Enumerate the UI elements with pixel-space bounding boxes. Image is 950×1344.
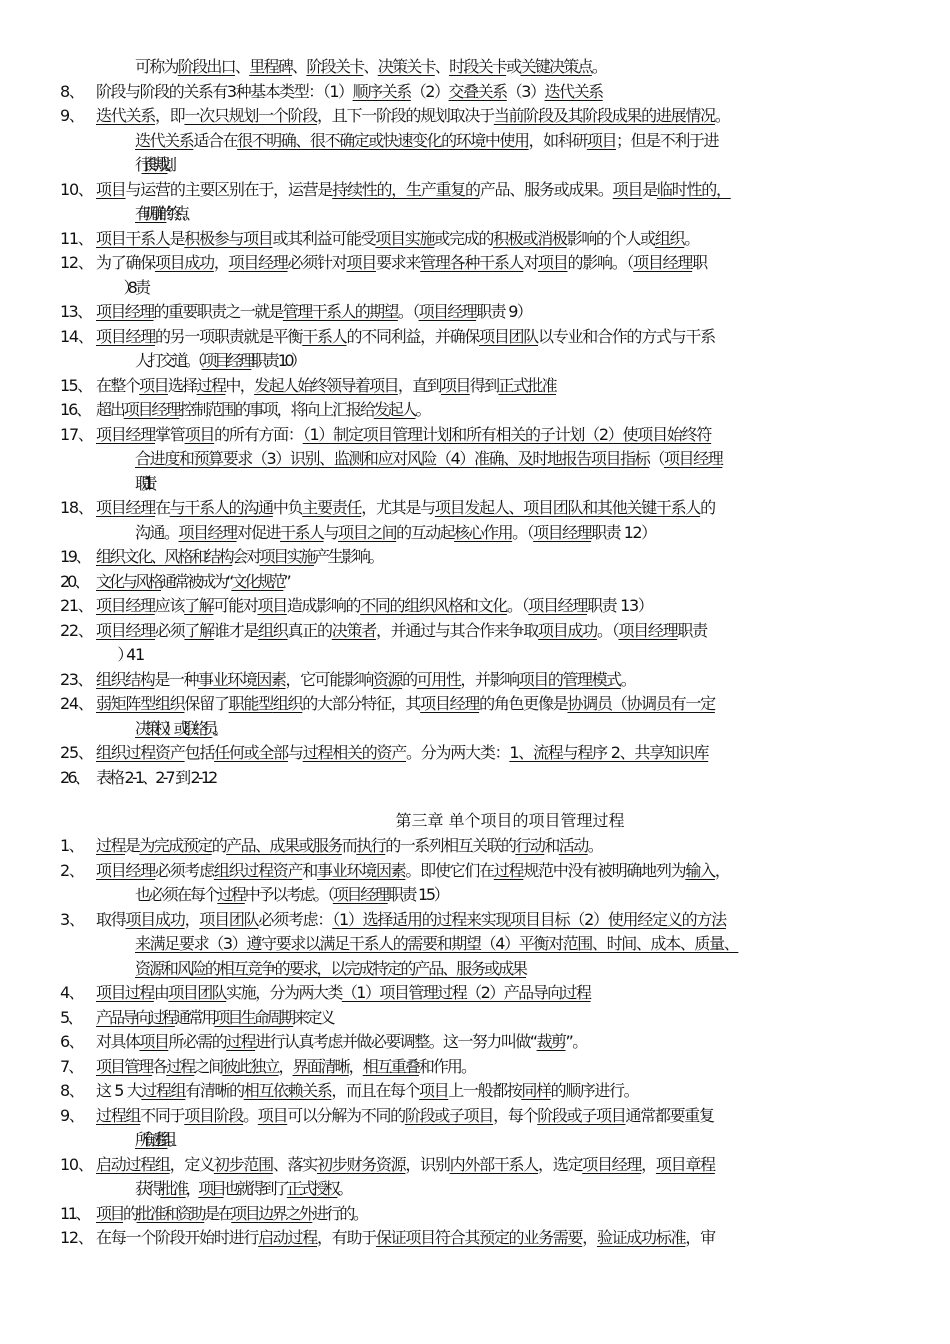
text-line bbox=[0, 202, 950, 227]
item-text: 合进度和预算要求（3）识别、监测和应对风险（4）准确、及时地报告项目指标（项目经理 bbox=[135, 449, 723, 468]
list-item bbox=[0, 104, 950, 178]
item-text: 人打交道。（项目经理职责 10） bbox=[135, 351, 304, 370]
text-line bbox=[0, 251, 950, 276]
text-line bbox=[0, 472, 950, 497]
text-line bbox=[0, 1055, 950, 1080]
item-text: 弱矩阵型组织保留了职能型组织的大部分特征，其项目经理的角色更像是协调员（协调员有一定 bbox=[96, 694, 715, 713]
list-item bbox=[0, 668, 950, 693]
text-line bbox=[0, 129, 950, 154]
item-text: 迭代关系，即一次只规划一个阶段，且下一阶段的规划取决于当前阶段及其阶段成果的进展情况。 bbox=[96, 106, 730, 125]
list-item bbox=[0, 834, 950, 859]
item-number: 23、 bbox=[60, 669, 93, 689]
item-text: 沟通。项目经理对促进干系人与项目之间的互动起核心作用。（项目经理职责 12） bbox=[135, 522, 656, 542]
item-number: 11、 bbox=[60, 228, 93, 248]
item-text: 决策权）或联络员。 bbox=[135, 718, 223, 738]
list-item bbox=[0, 80, 950, 105]
list-item bbox=[0, 619, 950, 668]
text-line bbox=[0, 423, 950, 448]
item-text: 项目经理必须考虑组织过程资产和事业环境因素。即使它们在过程规范中没有被明确地列为输入， bbox=[96, 860, 730, 880]
list-item bbox=[0, 545, 950, 570]
list-item bbox=[0, 766, 950, 791]
list-item bbox=[0, 1030, 950, 1055]
item-number: 17、 bbox=[60, 424, 93, 444]
item-text: 启动过程组，定义初步范围、落实初步财务资源，识别内外部干系人，选定项目经理，项目章程 bbox=[96, 1154, 715, 1174]
item-text: 文化与风格通常被成为“文化规范” bbox=[96, 571, 289, 591]
item-text: 项目经理必须了解谁才是组织真正的决策者，并通过与其合作来争取项目成功。（项目经理职责 bbox=[96, 620, 707, 640]
text-line bbox=[0, 692, 950, 717]
list-item bbox=[0, 251, 950, 300]
text-line bbox=[0, 643, 950, 668]
item-text: 项目过程由项目团队实施，分为两大类（1）项目管理过程（2）产品导向过程 bbox=[96, 983, 591, 1002]
item-number: 9、 bbox=[60, 106, 84, 125]
item-number: 1、 bbox=[60, 836, 84, 855]
item-number: 6、 bbox=[60, 1032, 84, 1051]
item-text: 来满足要求（3）遵守要求以满足干系人的需要和期望（4）平衡对范围、时间、成本、质量、 bbox=[135, 934, 739, 953]
item-text: 职责 11） bbox=[135, 473, 152, 493]
list-item bbox=[0, 1153, 950, 1202]
item-text: 组织结构是一种事业环境因素，它可能影响资源的可用性，并影响项目的管理模式。 bbox=[96, 669, 636, 689]
text-line bbox=[0, 1226, 950, 1251]
list-item bbox=[0, 227, 950, 252]
item-text: 行长期规划。 bbox=[135, 155, 175, 174]
item-number: 16、 bbox=[60, 400, 91, 419]
item-text: 资源和风险的相互竞争的要求，以完成特定的产品、服务或成果 bbox=[135, 958, 527, 978]
item-text: 阶段与阶段的关系有3种基本类型：（1）顺序关系（2）交叠关系（3）迭代关系 bbox=[96, 81, 603, 101]
item-number: 10、 bbox=[60, 1154, 93, 1174]
list-item bbox=[0, 981, 950, 1006]
item-text: 过程组不同于项目阶段。项目可以分解为不同的阶段或子项目，每个阶段或子项目通常都要重复 bbox=[96, 1105, 714, 1125]
item-text: 项目干系人是积极参与项目或其利益可能受项目实施或完成的积极或消极影响的个人或组织。 bbox=[96, 228, 699, 248]
text-line bbox=[0, 834, 950, 859]
text-line bbox=[0, 1079, 950, 1104]
list-item bbox=[0, 496, 950, 545]
item-number: 10、 bbox=[60, 179, 93, 199]
text-line: 可称为阶段出口、里程碑、阶段关卡、决策关卡、时段关卡或关键决策点。 bbox=[135, 57, 607, 76]
text-line bbox=[0, 908, 950, 933]
item-number: 26、 bbox=[60, 767, 88, 787]
text-line bbox=[0, 883, 950, 908]
item-number: 18、 bbox=[60, 498, 93, 517]
item-text: 为了确保项目成功，项目经理必须针对项目要求来管理各种干系人对项目的影响。（项目经理职 bbox=[96, 253, 707, 272]
item-number: 19、 bbox=[60, 547, 90, 566]
text-line bbox=[0, 570, 950, 595]
text-line bbox=[0, 104, 950, 129]
text-line bbox=[0, 178, 950, 203]
list-item bbox=[0, 325, 950, 374]
item-text: 项目经理掌管项目的所有方面：（1）制定项目管理计划和所有相关的子计划（2）使项目始终符 bbox=[96, 424, 712, 444]
list-item bbox=[0, 908, 950, 982]
list-item bbox=[0, 1006, 950, 1031]
text-line bbox=[0, 447, 950, 472]
item-text: 迭代关系适合在很不明确、很不确定或快速变化的环境中使用，如科研项目；但是不利于进 bbox=[135, 130, 719, 150]
item-number: 12、 bbox=[60, 253, 93, 272]
text-line bbox=[0, 668, 950, 693]
item-text: 也必须在每个过程中予以考虑。（项目经理职责 15） bbox=[135, 885, 448, 904]
list-item bbox=[0, 1226, 950, 1251]
list-item bbox=[0, 1055, 950, 1080]
text-line bbox=[0, 374, 950, 399]
item-number: 4、 bbox=[60, 983, 84, 1002]
chapter3-list bbox=[0, 834, 950, 1251]
text-line bbox=[0, 1006, 950, 1031]
item-number: 7、 bbox=[60, 1056, 83, 1076]
chapter-title: 第三章 单个项目的项目管理过程 bbox=[395, 811, 625, 830]
item-number: 20、 bbox=[60, 571, 88, 591]
text-line bbox=[0, 766, 950, 791]
text-line bbox=[0, 349, 950, 374]
list-item bbox=[0, 423, 950, 497]
text-line bbox=[0, 325, 950, 350]
item-number: 15、 bbox=[60, 375, 92, 395]
item-text: 表格 2-1、2-7 到 2-12 bbox=[96, 767, 216, 787]
text-line bbox=[0, 227, 950, 252]
item-text: 在整个项目选择过程中，发起人始终领导着项目，直到项目得到正式批准 bbox=[96, 375, 556, 395]
text-line bbox=[0, 1030, 950, 1055]
item-text: 项目与运营的主要区别在于，运营是持续性的，生产重复的产品、服务或成果。项目是临时性的， bbox=[96, 179, 731, 199]
item-text: 组织过程资产包括任何或全部与过程相关的资产。分为两大类：1、流程与程序 2、共享知识库 bbox=[96, 743, 709, 762]
item-text: 项目经理在与干系人的沟通中负主要责任，尤其是与项目发起人、项目团队和其他关键干系人的 bbox=[96, 498, 715, 517]
item-text: 项目经理的重要职责之一就是管理干系人的期望。（项目经理职责 9） bbox=[96, 302, 532, 321]
item-text: 获得批准，项目也就得到了正式授权。 bbox=[135, 1179, 351, 1198]
item-text: 项目管理各过程之间彼此独立，界面清晰，相互重叠和作用。 bbox=[96, 1056, 475, 1076]
item-text: 项目经理应该了解可能对项目造成影响的不同的组织风格和文化。（项目经理职责 13） bbox=[96, 596, 653, 615]
item-number: 2、 bbox=[60, 860, 84, 880]
list-item bbox=[0, 178, 950, 227]
list-item bbox=[0, 398, 950, 423]
item-number: 25、 bbox=[60, 743, 93, 762]
text-line bbox=[0, 1104, 950, 1129]
text-line bbox=[0, 717, 950, 742]
item-number: 9、 bbox=[60, 1105, 84, 1125]
item-number: 21、 bbox=[60, 596, 93, 615]
list-item bbox=[0, 859, 950, 908]
list-item bbox=[0, 300, 950, 325]
item-text: 这 5 大过程组有清晰的相互依赖关系，而且在每个项目上一般都按同样的顺序进行。 bbox=[96, 1081, 639, 1100]
text-line bbox=[0, 619, 950, 644]
item-text: 所有过程组。 bbox=[135, 1130, 175, 1149]
item-number: 24、 bbox=[60, 694, 93, 713]
text-line bbox=[0, 153, 950, 178]
list-item bbox=[0, 570, 950, 595]
item-text: 项目的批准和资助是在项目边界之外进行的。 bbox=[96, 1203, 367, 1223]
item-text: 有明确的终点。 bbox=[135, 204, 191, 223]
list-item bbox=[0, 1104, 950, 1153]
item-number: 12、 bbox=[60, 1228, 93, 1247]
item-number: 13、 bbox=[60, 302, 92, 321]
text-line bbox=[0, 398, 950, 423]
item-number: 14、 bbox=[60, 326, 93, 346]
item-text: 超出项目经理控制范围的事项，将向上汇报给发起人。 bbox=[96, 400, 430, 419]
list-item bbox=[0, 1079, 950, 1104]
item-text: 产品导向过程通常用项目生命周期来定义 bbox=[96, 1007, 333, 1027]
text-line bbox=[0, 545, 950, 570]
text-line bbox=[0, 1177, 950, 1202]
text-line bbox=[0, 594, 950, 619]
text-line bbox=[0, 957, 950, 982]
list-item bbox=[0, 741, 950, 766]
text-line bbox=[0, 1128, 950, 1153]
text-line bbox=[0, 300, 950, 325]
text-line bbox=[0, 741, 950, 766]
item-text: 组织文化、风格和结构会对项目实施产生影响。 bbox=[96, 547, 383, 566]
list-item bbox=[0, 692, 950, 741]
text-line bbox=[0, 981, 950, 1006]
list-item bbox=[0, 374, 950, 399]
text-line bbox=[0, 276, 950, 301]
continued-line bbox=[0, 55, 950, 80]
text-line bbox=[0, 521, 950, 546]
item-number: 11、 bbox=[60, 1203, 89, 1223]
item-text: 项目经理的另一项职责就是平衡干系人的不同利益，并确保项目团队以专业和合作的方式与干系 bbox=[96, 326, 715, 346]
item-number: 8、 bbox=[60, 81, 84, 101]
text-line bbox=[0, 932, 950, 957]
item-number: 3、 bbox=[60, 909, 84, 929]
list-item bbox=[0, 1202, 950, 1227]
item-text: 取得项目成功，项目团队必须考虑：（1）选择适用的过程来实现项目目标（2）使用经定义的方法 bbox=[96, 909, 726, 929]
item-text: 过程是为完成预定的产品、成果或服务而执行的一系列相互关联的行动和活动。 bbox=[96, 836, 603, 855]
item-text: 在每一个阶段开始时进行启动过程，有助于保证项目符合其预定的业务需要，验证成功标准，审 bbox=[96, 1228, 715, 1247]
text-line bbox=[0, 1202, 950, 1227]
item-number: 5、 bbox=[60, 1007, 81, 1027]
item-text: 对具体项目所必需的过程进行认真考虑并做必要调整。这一努力叫做“裁剪”。 bbox=[96, 1032, 587, 1051]
item-number: 22、 bbox=[60, 620, 93, 640]
document-body bbox=[0, 55, 950, 1251]
text-line bbox=[0, 1153, 950, 1178]
list-item bbox=[0, 594, 950, 619]
text-line bbox=[0, 496, 950, 521]
chapter2-list bbox=[0, 80, 950, 791]
text-line bbox=[0, 80, 950, 105]
text-line bbox=[0, 859, 950, 884]
item-number: 8、 bbox=[60, 1081, 84, 1100]
